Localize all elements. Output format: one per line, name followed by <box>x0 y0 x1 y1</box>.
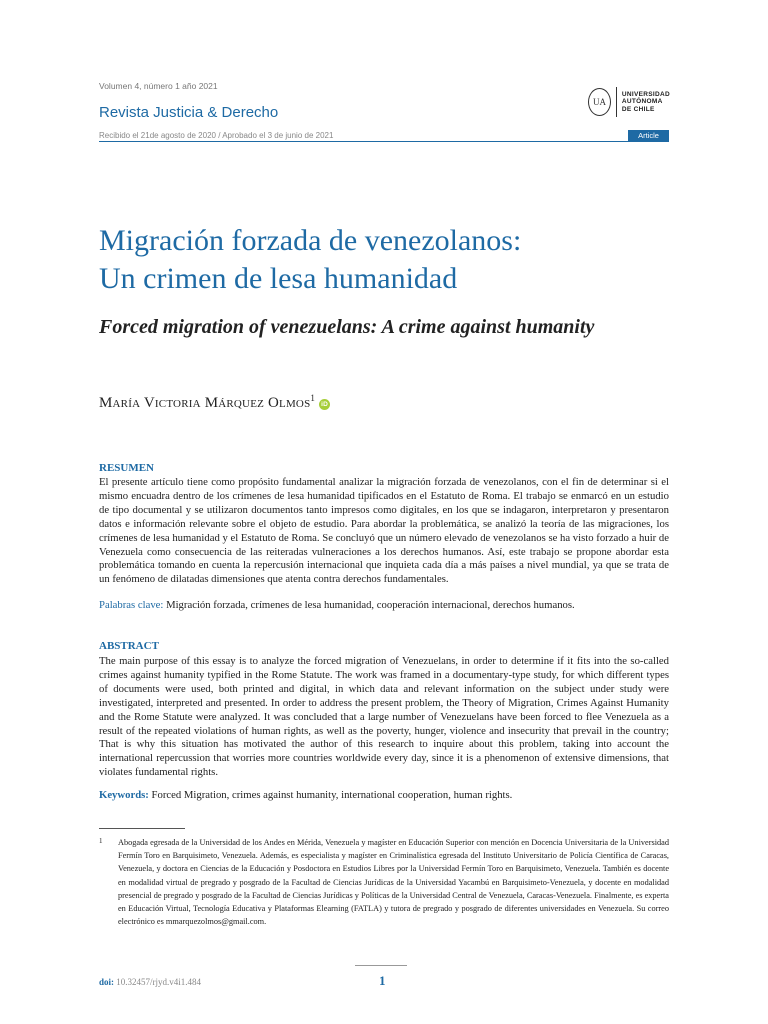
abstract-text: The main purpose of this essay is to analyze the forced migration of Venezuelans, in order to determine if it fits into the so-called crimes against humanity typified in the Rome Statute. The work was framed in a documentary-type study, for which different types of documents were used, both printed and digital, in which data and relevant information on the subject under study were investigated, interpreted and presented. In order to address the present problem, the Theory of Migration, Crimes Against Humanity and the Rome Statute were analyzed. It was concluded that a large number of Venezuelans have been forced to flee Venezuela as a result of the repeated violations of human rights, as well as the poverty, hunger, violence and insecurity that prevail in the country; That is why this situation has motivated the author of this research to inquire about this problem, taking into account the international repercussion that worries more countries worldwide every day, since it is a phenomenon of extensive dimensions, that violates fundamental rights. <box>99 655 669 779</box>
footnote-mark: 1 <box>99 837 103 845</box>
author-line <box>99 393 330 412</box>
abstract-keywords <box>99 788 669 802</box>
doi-value[interactable]: 10.32457/rjyd.v4i1.484 <box>114 977 202 987</box>
resumen-heading: RESUMEN <box>99 462 155 474</box>
doi[interactable] <box>99 977 201 987</box>
page-number: 1 <box>379 973 386 988</box>
university-seal-icon: UA <box>588 88 611 116</box>
author-footnote-ref[interactable]: 1 <box>310 393 316 403</box>
article-type-badge: Article <box>628 130 669 141</box>
header-rule <box>99 141 669 142</box>
footer-rule <box>355 965 407 966</box>
volume-info: Volumen 4, número 1 año 2021 <box>99 81 218 91</box>
article-title <box>99 222 699 298</box>
author-name: María Victoria Márquez Olmos <box>99 395 311 411</box>
title-line-2: Un crimen de lesa humanidad <box>99 262 458 295</box>
university-logo <box>588 84 670 120</box>
resumen-keywords <box>99 598 669 612</box>
abstract-keywords-text: Forced Migration, crimes against humanity, international cooperation, human rights. <box>148 789 513 801</box>
abstract-heading: ABSTRACT <box>99 640 159 652</box>
university-wordmark: UNIVERSIDAD AUTÓNOMA DE CHILE <box>621 90 670 113</box>
submission-dates: Recibido el 21de agosto de 2020 / Aprobado el 3 de junio de 2021 <box>99 131 334 140</box>
resumen-keywords-label: Palabras clave: <box>99 599 164 611</box>
journal-name: Revista Justicia & Derecho <box>99 104 279 121</box>
logo-divider <box>616 87 617 117</box>
article-subtitle: Forced migration of venezuelans: A crime against humanity <box>99 316 595 338</box>
orcid-icon[interactable]: iD <box>319 399 330 410</box>
title-line-1: Migración forzada de venezolanos: <box>99 224 522 257</box>
doi-label: doi: <box>99 977 115 987</box>
footnote-text: Abogada egresada de la Universidad de los Andes en Mérida, Venezuela y magíster en Educación Superior con mención en Docencia Universitaria de la Universidad Fermín Toro en Barquisimeto, Venezuela. Además, es especialista y magíster en Criminalística egresada del Instituto Universitario de Policía Científica de Caracas, Venezuela, y doctora en Ciencias de la Educación y Posdoctora en Estudios Libres por la Universidad Fermín Toro en Barquisimeto, Venezuela. También es docente en modalidad virtual de pregrado y posgrado de la Facultad de Ciencias Jurídicas de la Universidad Yacambú en Barquisimeto-Venezuela, y docente en modalidad presencial de pregrado y posgrado de la Facultad de Ciencias Jurídicas y Políticas de la Universidad Central de Venezuela, Caracas-Venezuela. Finalmente, es experta en Educación Virtual, Tecnología Educativa y Plataformas Elearning (FATLA) y tutora de pregrado y posgrado de diferentes universidades en Venezuela. Su correo electrónico es mmarquezolmos@gmail.com. <box>118 838 669 927</box>
resumen-keywords-text: Migración forzada, crímenes de lesa humanidad, cooperación internacional, derechos humanos. <box>163 599 575 611</box>
resumen-text: El presente artículo tiene como propósito fundamental analizar la migración forzada de venezolanos, con el fin de determinar si el mismo encuadra dentro de los crímenes de lesa humanidad tipificados en el Estatuto de Roma. El trabajo se enmarcó en un estudio de tipo documental y se utilizaron documentos tanto impresos como digitales, en los que se indagaron, interpretaron y presentaron datos e información relevante sobre el objeto de estudio. Para abordar la problemática, se analizó la teoría de las migraciones, los crímenes de lesa humanidad y el Estatuto de Roma. Se concluyó que un número elevado de venezolanos se ha visto forzado a huir de Venezuela como consecuencia de las reiteradas vulneraciones a los derechos humanos. Así, este trabajo se propone abordar esta problemática tomando en cuenta la repercusión internacional que inquieta cada día a más países a nivel mundial, ya que se trata de un fenómeno de dilatadas dimensiones que atenta contra derechos fundamentales. <box>99 476 669 586</box>
footnote-rule <box>99 828 185 829</box>
abstract-keywords-label: Keywords: <box>99 789 149 801</box>
